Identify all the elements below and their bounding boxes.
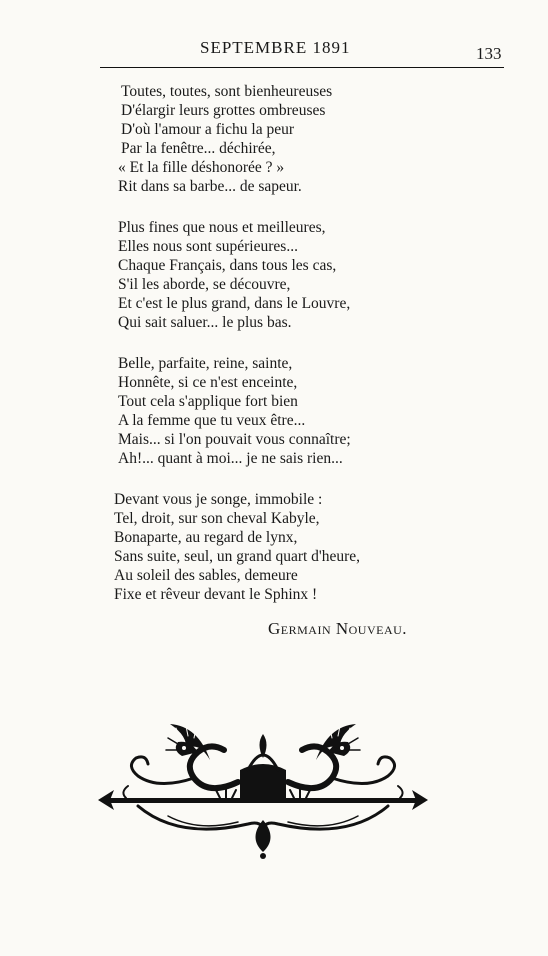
verse-line: A la femme que tu veux être... <box>118 412 306 429</box>
verse-line: Rit dans sa barbe... de sapeur. <box>118 178 302 195</box>
verse-line: Fixe et rêveur devant le Sphinx ! <box>114 586 318 603</box>
verse-line: Elles nous sont supérieures... <box>118 238 298 255</box>
verse-line: D'élargir leurs grottes ombreuses <box>121 102 326 119</box>
verse-line: « Et la fille déshonorée ? » <box>118 159 285 176</box>
verse-line: Tel, droit, sur son cheval Kabyle, <box>114 510 320 527</box>
verse-line: Ah!... quant à moi... je ne sais rien... <box>118 450 343 467</box>
page-header <box>0 36 548 62</box>
verse-line: D'où l'amour a fichu la peur <box>121 121 295 138</box>
verse-line: Au soleil des sables, demeure <box>114 567 298 584</box>
verse-line: Sans suite, seul, un grand quart d'heure, <box>114 548 361 565</box>
page-number: 133 <box>476 44 502 63</box>
verse-line: Et c'est le plus grand, dans le Louvre, <box>118 295 351 312</box>
verse-line: Mais... si l'on pouvait vous connaître; <box>118 431 351 448</box>
verse-line: Belle, parfaite, reine, sainte, <box>118 355 293 372</box>
verse-line: Toutes, toutes, sont bienheureuses <box>121 83 333 100</box>
dragon-fleuron-icon <box>98 720 428 860</box>
verse-line: S'il les aborde, se découvre, <box>118 276 291 293</box>
verse-line: Par la fenêtre... déchirée, <box>121 140 276 157</box>
author-signature: Germain Nouveau. <box>268 619 408 638</box>
verse-line: Devant vous je songe, immobile : <box>114 491 323 508</box>
verse-line: Honnête, si ce n'est enceinte, <box>118 374 298 391</box>
verse-line: Plus fines que nous et meilleures, <box>118 219 326 236</box>
verse-line: Qui sait saluer... le plus bas. <box>118 314 292 331</box>
running-title: SEPTEMBRE 1891 <box>200 38 351 57</box>
header-rule <box>100 67 504 68</box>
verse-line: Chaque Français, dans tous les cas, <box>118 257 337 274</box>
verse-line: Bonaparte, au regard de lynx, <box>114 529 298 546</box>
verse-line: Tout cela s'applique fort bien <box>118 393 298 410</box>
